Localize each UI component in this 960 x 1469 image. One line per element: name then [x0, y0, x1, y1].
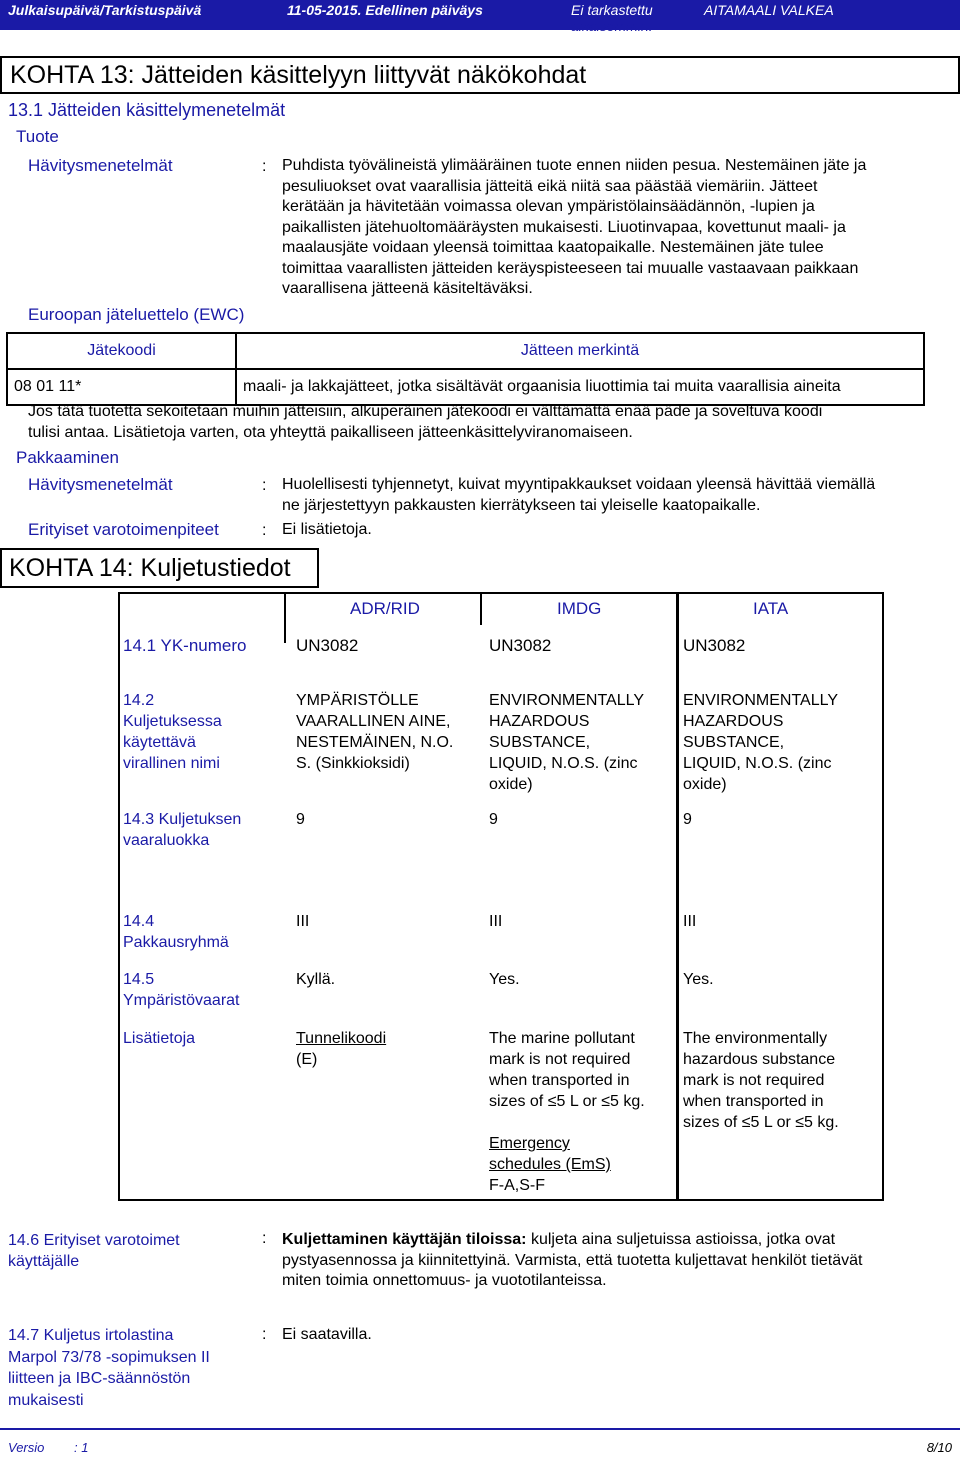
col-iata: IATA	[753, 599, 789, 618]
env-iata: Yes.	[683, 971, 714, 988]
pack-disposal-text: Huolellisesti tyhjennetyt, kuivat myyntipakkaukset voidaan yleensä hävittää viemällä ne järjestettyyn pakkausten kierrätykseen tai yleiselle kaatopaikalle.	[282, 476, 876, 514]
section13-title: KOHTA 13: Jätteiden käsittelyyn liittyvät näkökohdat	[0, 56, 960, 94]
pg-iata: III	[683, 913, 697, 930]
divider	[284, 592, 286, 643]
divider	[676, 592, 679, 1199]
class-imdg: 9	[489, 811, 498, 828]
release-label: Julkaisupäivä/Tarkistuspäivä	[8, 2, 202, 18]
extra-label: Lisätietoja	[123, 1030, 196, 1047]
table-header-row	[7, 333, 924, 369]
waste-description: maali- ja lakkajätteet, jotka sisältävät orgaanisia liuottimia tai muita vaarallisia aineita	[236, 369, 924, 405]
env-imdg: Yes.	[489, 971, 520, 988]
release-date: 11-05-2015. Edellinen päiväys	[287, 2, 483, 18]
version-label: Versio	[8, 1440, 45, 1455]
un-iata: UN3082	[683, 636, 746, 655]
s147-label: 14.7 Kuljetus irtolastina Marpol 73/78 -sopimuksen II liitteen ja IBC-säännöstön mukaisesti	[8, 1327, 210, 1409]
disposal-text: Puhdista työvälineistä ylimääräinen tuote ennen niiden pesua. Nestemäinen jäte ja pesuliuokset ovat vaarallisia jätteitä eikä niitä saa päästää viemäriin. Jätteet kerätään ja hävitetään voimassa olevan ympäristölainsäädännön, -lupien ja paikallisten jätehuoltomääräysten mukaisesti. Liuotinvapaa, kovettunut maali- ja maalausjäte voidaan yleensä toimittaa kaatopaikalle. Nestemäinen jäte tulee toimittaa vaarallisten jätteiden keräyspisteeseen tai muualle vastaavaan paikkaan vaarallisena jätteenä käsiteltäväksi.	[282, 157, 867, 297]
special-value: Ei lisätietoja.	[282, 521, 372, 538]
pg-imdg: III	[489, 913, 503, 930]
un-adr: UN3082	[296, 636, 359, 655]
footer	[0, 1432, 960, 1460]
divider	[480, 592, 482, 625]
iata-extra: The environmentally hazardous substance mark is not required when transported in sizes of ≤5 L or ≤5 kg.	[683, 1030, 839, 1131]
class-iata: 9	[683, 811, 692, 828]
col-header-description: Jätteen merkintä	[236, 333, 924, 369]
class-adr: 9	[296, 811, 305, 828]
env-adr: Kyllä.	[296, 971, 336, 988]
ems-label: Emergency schedules (EmS)	[489, 1135, 611, 1173]
col-imdg: IMDG	[557, 599, 602, 618]
name-label: 14.2 Kuljetuksessa käytettävä virallinen nimi	[123, 692, 222, 772]
tunnel-label: Tunnelikoodi	[296, 1030, 387, 1047]
pg-label: 14.4 Pakkausryhmä	[123, 913, 229, 951]
pg-adr: III	[296, 913, 310, 930]
section14-title: KOHTA 14: Kuljetustiedot	[0, 548, 319, 588]
ewc-label: Euroopan jäteluettelo (EWC)	[28, 305, 245, 324]
table-row	[7, 369, 924, 405]
packaging-label: Pakkaaminen	[16, 448, 120, 467]
tunnel-info	[296, 1028, 386, 1070]
ems-value: F-A,S-F	[489, 1177, 545, 1194]
page-number: 8/10	[926, 1440, 952, 1455]
colon: :	[262, 158, 267, 175]
s147-value: Ei saatavilla.	[282, 1326, 372, 1343]
version-value: : 1	[74, 1440, 89, 1455]
colon: :	[262, 477, 267, 494]
class-label: 14.3 Kuljetuksen vaaraluokka	[123, 811, 242, 849]
colon: :	[262, 1230, 267, 1247]
product-name: AITAMAALI VALKEA	[704, 2, 834, 18]
s146-text: Kuljettaminen käyttäjän tiloissa: kuljeta aina suljetuissa astioissa, jotka ovat pystyasennossa ja kiinnitettyinä. Varmista, että tuotetta kuljettavat henkilöt tietävät miten toimia onnettomuus- ja vuototilanteissa.	[282, 1231, 863, 1289]
product-label: Tuote	[16, 127, 59, 146]
tunnel-value: (E)	[296, 1051, 318, 1068]
waste-note: Jos tätä tuotetta sekoitetaan muihin jätteisiin, alkuperäinen jätekoodi ei välttämättä enää päde ja soveltuva koodi tulisi antaa. Lisätietoja varten, ota yhteyttä paikalliseen jätteenkäsittelyviranomaiseen.	[28, 403, 823, 441]
imdg-extra: The marine pollutant mark is not required when transported in sizes of ≤5 L or ≤5 kg. Emergency schedules (EmS) F-A,S-F	[489, 1030, 645, 1194]
disposal-label: Hävitysmenetelmät	[28, 156, 173, 175]
waste-code: 08 01 11*	[7, 369, 236, 405]
un-label: 14.1 YK-numero	[123, 636, 247, 655]
header-bar	[0, 0, 960, 34]
pack-disposal-label: Hävitysmenetelmät	[28, 475, 173, 494]
un-imdg: UN3082	[489, 636, 552, 655]
name-imdg: ENVIRONMENTALLY HAZARDOUS SUBSTANCE, LIQUID, N.O.S. (zinc oxide)	[489, 692, 644, 793]
footer-divider	[0, 1428, 960, 1430]
col-header-code: Jätekoodi	[7, 333, 236, 369]
name-iata: ENVIRONMENTALLY HAZARDOUS SUBSTANCE, LIQUID, N.O.S. (zinc oxide)	[683, 692, 838, 793]
s146-label: 14.6 Erityiset varotoimet käyttäjälle	[8, 1232, 180, 1270]
colon: :	[262, 1326, 267, 1343]
env-label: 14.5 Ympäristövaarat	[123, 971, 240, 1009]
ewc-table	[6, 332, 925, 406]
name-adr: YMPÄRISTÖLLE VAARALLINEN AINE, NESTEMÄINEN, N.O. S. (Sinkkioksidi)	[296, 692, 454, 772]
section13-subtitle: 13.1 Jätteiden käsittelymenetelmät	[8, 100, 286, 120]
col-adr: ADR/RID	[350, 599, 420, 618]
checked-status: Ei tarkastettu aikaisemmin.	[571, 2, 653, 34]
special-label: Erityiset varotoimenpiteet	[28, 520, 219, 539]
colon: :	[262, 522, 267, 539]
